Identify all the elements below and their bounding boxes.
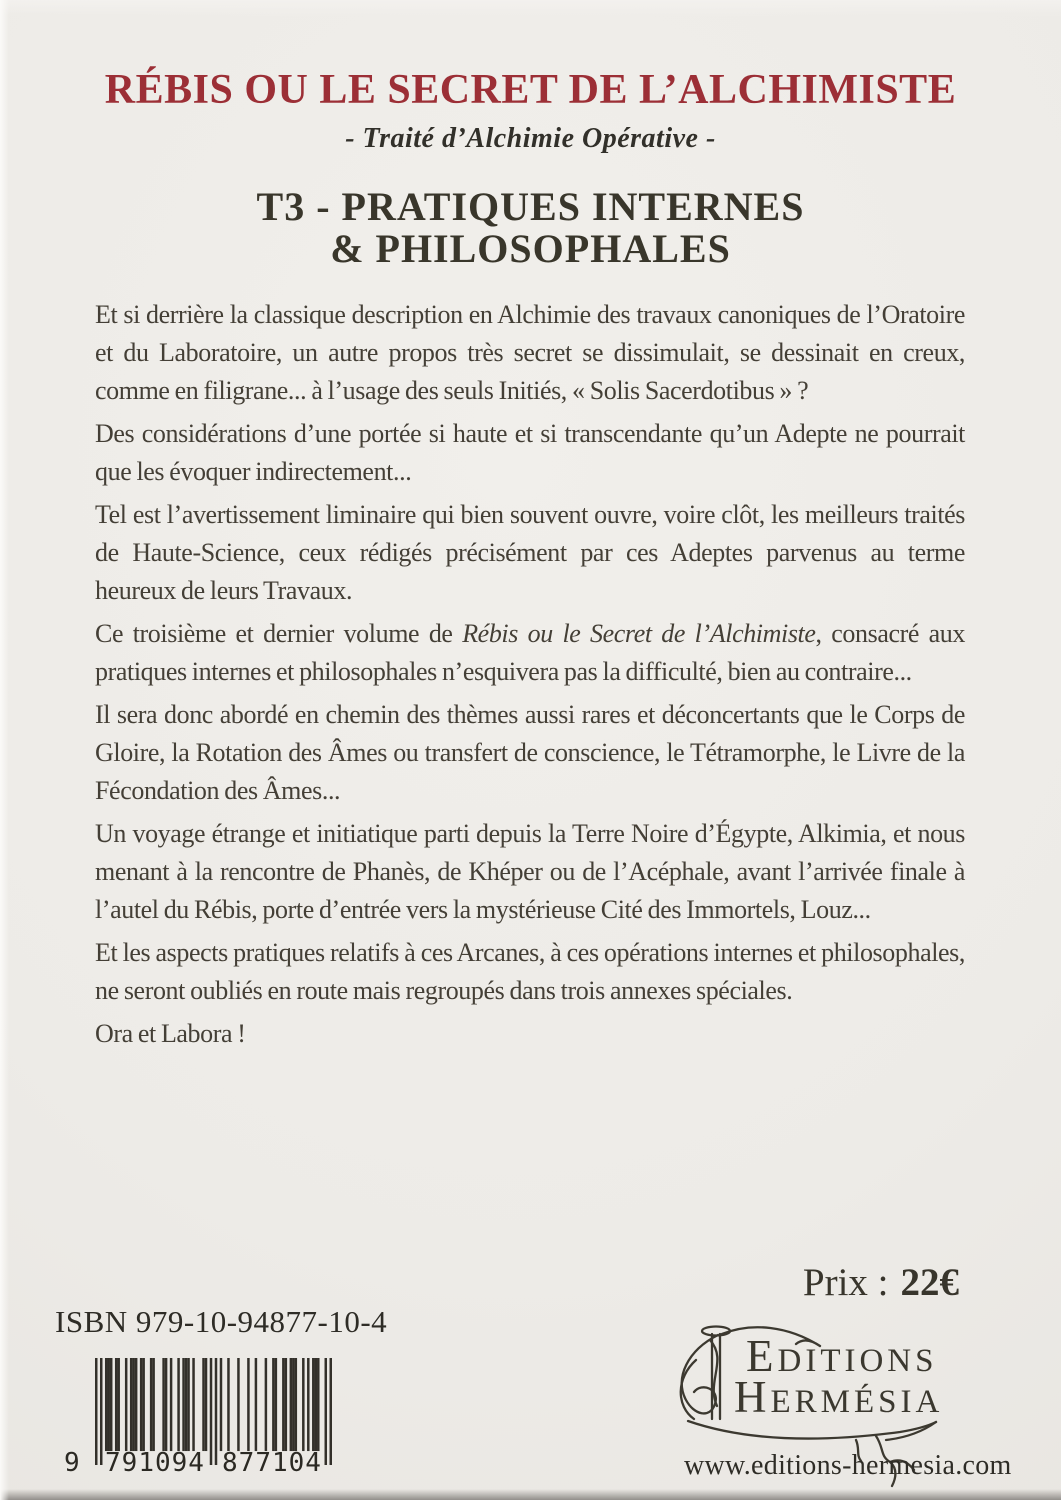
paragraph: Et si derrière la classique description en Alchimie des travaux canoniques de l’Oratoire et du Laboratoire, un autre propos très secret se dissimulait, se dessinait en creux, comme en filigrane... à l’usage des seuls Initiés, « Solis Sacerdotibus » ? xyxy=(95,300,965,405)
price-label: Prix : xyxy=(802,1261,889,1304)
volume-heading-line-2: & PHILOSOPHALES xyxy=(330,226,731,271)
paragraph: Tel est l’avertissement liminaire qui bien souvent ouvre, voire clôt, les meilleurs traités de Haute-Science, ceux rédigés précisément par ces Adeptes parvenus au terme heureux de leurs Travaux. xyxy=(95,500,965,605)
paragraph: Et les aspects pratiques relatifs à ces Arcanes, à ces opérations internes et philosophales, ne seront oubliés en route mais regroupés dans trois annexes spéciales. xyxy=(95,938,965,1005)
paragraph: Ce troisième et dernier volume de Rébis ou le Secret de l’Alchimiste, consacré aux pratiques internes et philosophales n’esquivera pas la difficulté, bien au contraire... xyxy=(95,619,965,686)
barcode xyxy=(60,1358,352,1482)
volume-heading xyxy=(0,186,1061,270)
price xyxy=(803,1260,959,1305)
paragraph: Il sera donc abordé en chemin des thèmes aussi rares et déconcertants que le Corps de Gloire, la Rotation des Âmes ou transfert de conscience, le Tétramorphe, le Livre de la Fécondation des Âmes... xyxy=(95,700,965,805)
paragraph: Ora et Labora ! xyxy=(95,1019,246,1048)
body-paragraphs xyxy=(95,296,965,1058)
book-title: RÉBIS OU LE SECRET DE L’ALCHIMISTE xyxy=(104,67,957,113)
paragraph: Des considérations d’une portée si haute et si transcendante qu’un Adepte ne pourrait que les évoquer indirectement... xyxy=(95,419,965,486)
price-value: 22€ xyxy=(900,1261,959,1304)
isbn-text: ISBN 979-10-94877-10-4 xyxy=(55,1304,388,1339)
volume-heading-line-1: T3 - PRATIQUES INTERNES xyxy=(256,184,805,229)
publisher-name-line2: HERMÉSIA xyxy=(734,1372,944,1422)
publisher-name-line1: EDITIONS xyxy=(746,1331,938,1381)
book-subtitle: - Traité d’Alchimie Opérative - xyxy=(345,123,716,154)
paragraph: Un voyage étrange et initiatique parti depuis la Terre Noire d’Égypte, Alkimia, et nous menant à la rencontre de Phanès, de Khéper ou de l’Acéphale, avant l’arrivée finale à l’autel du Rébis, porte d’entrée vers la mystérieuse Cité des Immortels, Louz... xyxy=(95,819,965,924)
publisher-website: www.editions-hermesia.com xyxy=(684,1450,1012,1481)
barcode-digit-prefix: 9 xyxy=(64,1448,80,1478)
barcode-digits-left: 791094 xyxy=(105,1448,205,1478)
barcode-digits-right: 877104 xyxy=(222,1448,322,1478)
